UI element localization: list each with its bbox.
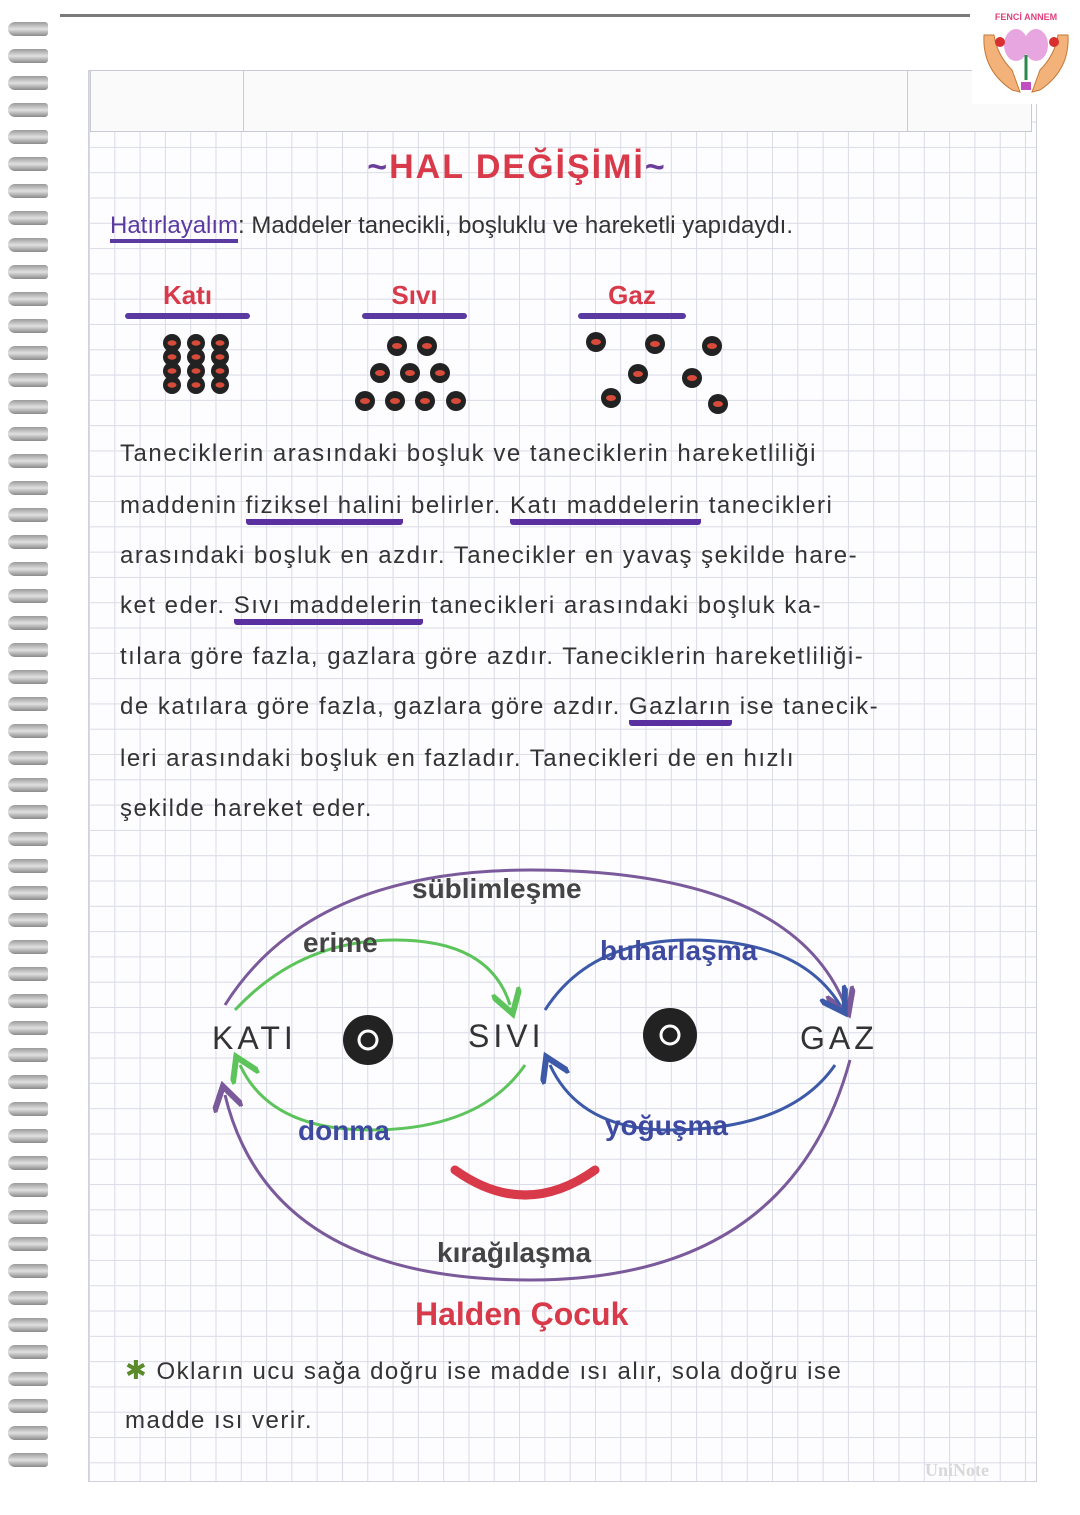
particle-drawings	[0, 0, 1080, 430]
spiral-ring	[8, 778, 48, 792]
spiral-ring	[8, 697, 48, 711]
paragraph-line	[120, 643, 864, 671]
note-text: Okların ucu sağa doğru ise madde ısı alır, sola doğru ise	[156, 1358, 843, 1385]
particle	[702, 336, 722, 356]
label-freezing: donma	[298, 1115, 390, 1146]
svg-text:FENCİ ANNEM: FENCİ ANNEM	[994, 12, 1058, 22]
text-segment: ise tanecik-	[731, 693, 880, 720]
particle	[586, 332, 606, 352]
label-melting: erime	[303, 927, 378, 958]
star-bullet-icon: ✱	[125, 1355, 149, 1385]
spiral-ring	[8, 724, 48, 738]
spiral-ring	[8, 1345, 48, 1359]
watermark: UniNote	[925, 1460, 989, 1480]
spiral-ring	[8, 1156, 48, 1170]
paragraph-line	[120, 745, 795, 773]
spiral-ring	[8, 1291, 48, 1305]
paragraph-line	[120, 693, 879, 721]
spiral-ring	[8, 967, 48, 981]
title-text: HAL DEĞİŞİMİ	[389, 148, 645, 186]
spiral-ring	[8, 913, 48, 927]
text-segment: tanecikleri arasındaki boşluk ka-	[422, 592, 823, 619]
underlined-term: Katı maddelerin	[510, 492, 701, 525]
paragraph-line	[120, 440, 817, 468]
spiral-ring	[8, 886, 48, 900]
text-segment: belirler.	[402, 492, 510, 519]
label-gas: GAZ	[800, 1020, 878, 1056]
text-segment: ket eder.	[120, 592, 234, 619]
spiral-ring	[8, 1399, 48, 1413]
spiral-ring	[8, 508, 48, 522]
state-label: Sıvı	[391, 280, 438, 310]
paragraph-line	[120, 492, 833, 520]
underlined-term: Sıvı maddelerin	[234, 592, 423, 625]
spiral-ring	[8, 1210, 48, 1224]
underlined-term: Gazların	[629, 693, 732, 726]
recall-text: : Maddeler tanecikli, boşluklu ve hareketli yapıdaydı.	[238, 212, 793, 239]
spiral-ring	[8, 454, 48, 468]
spiral-ring	[8, 1102, 48, 1116]
spiral-ring	[8, 994, 48, 1008]
paragraph-line	[120, 592, 822, 620]
diagram-caption: Halden Çocuk	[415, 1296, 629, 1332]
text-segment: şekilde hareket eder.	[120, 795, 373, 822]
particle	[387, 336, 407, 356]
spiral-ring	[8, 670, 48, 684]
phase-change-diagram	[190, 860, 910, 1300]
spiral-ring	[8, 589, 48, 603]
particle	[708, 394, 728, 414]
text-segment: de katılara göre fazla, gazlara göre azdır.	[120, 693, 629, 720]
smile-mouth	[455, 1170, 595, 1195]
spiral-ring	[8, 1264, 48, 1278]
particle	[446, 391, 466, 411]
spiral-ring	[8, 940, 48, 954]
recall-label: Hatırlayalım	[110, 212, 238, 243]
note-line-2: madde ısı verir.	[125, 1407, 314, 1434]
text-segment: arasındaki boşluk en azdır. Tanecikler en yavaş şekilde hare-	[120, 542, 859, 569]
paragraph-line	[120, 542, 858, 570]
spiral-ring	[8, 832, 48, 846]
label-sublimation: süblimleşme	[412, 873, 582, 904]
spiral-ring	[8, 1183, 48, 1197]
paragraph-line	[120, 795, 373, 823]
particle	[370, 363, 390, 383]
spiral-ring	[8, 481, 48, 495]
spiral-ring	[8, 616, 48, 630]
note-line-1	[125, 1355, 842, 1386]
text-segment: tanecikleri	[700, 492, 834, 519]
spiral-ring	[8, 562, 48, 576]
particle	[187, 376, 205, 394]
text-segment: Taneciklerin arasındaki boşluk ve taneciklerin hareketliliği	[120, 440, 817, 467]
spiral-ring	[8, 1426, 48, 1440]
text-segment: leri arasındaki boşluk en fazladır. Tanecikleri de en hızlı	[120, 745, 796, 772]
right-eye-icon	[643, 1008, 697, 1062]
spiral-ring	[8, 1075, 48, 1089]
spiral-ring	[8, 751, 48, 765]
spiral-ring	[8, 859, 48, 873]
particle	[601, 388, 621, 408]
spiral-ring	[8, 1453, 48, 1467]
particle	[645, 334, 665, 354]
particle	[163, 376, 181, 394]
spiral-ring	[8, 1237, 48, 1251]
particle	[430, 363, 450, 383]
state-label: Katı	[162, 280, 213, 310]
spiral-ring	[8, 1318, 48, 1332]
particle	[211, 376, 229, 394]
spiral-ring	[8, 1021, 48, 1035]
particle	[628, 364, 648, 384]
underlined-term: fiziksel halini	[246, 492, 403, 525]
particle	[415, 391, 435, 411]
label-deposition: kırağılaşma	[437, 1237, 592, 1268]
text-segment: maddenin	[120, 492, 246, 519]
spiral-ring	[8, 1372, 48, 1386]
state-label: Gaz	[608, 280, 656, 310]
particle	[417, 336, 437, 356]
label-liquid: SIVI	[468, 1018, 545, 1054]
particle	[355, 391, 375, 411]
particle	[385, 391, 405, 411]
spiral-ring	[8, 1129, 48, 1143]
label-solid: KATI	[212, 1020, 297, 1056]
particle	[400, 363, 420, 383]
left-eye-icon	[343, 1015, 393, 1065]
particle	[682, 368, 702, 388]
spiral-ring	[8, 1048, 48, 1062]
spiral-ring	[8, 535, 48, 549]
label-evaporation: buharlaşma	[600, 935, 758, 966]
page-title: ~HAL DEĞİŞİMİ~	[367, 148, 667, 186]
spiral-ring	[8, 805, 48, 819]
text-segment: tılara göre fazla, gazlara göre azdır. Taneciklerin hareketliliği-	[120, 643, 865, 670]
spiral-ring	[8, 643, 48, 657]
label-condensation: yoğuşma	[605, 1110, 728, 1141]
